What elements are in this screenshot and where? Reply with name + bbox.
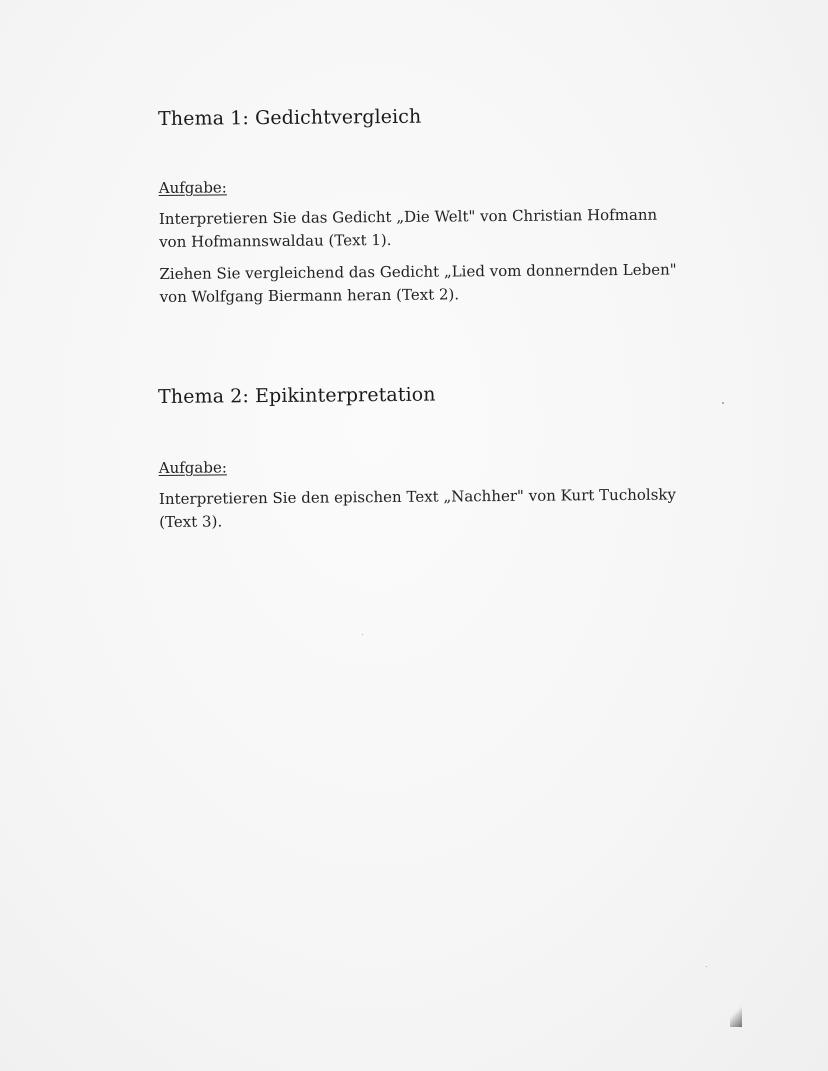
thema-2-task-label: Aufgabe: bbox=[158, 458, 227, 477]
thema-1-heading: Thema 1: Gedichtvergleich bbox=[158, 105, 422, 130]
thema-1-paragraph-2-line-2: von Wolfgang Biermann heran (Text 2). bbox=[159, 285, 460, 306]
thema-1-paragraph-1-line-2: von Hofmannswaldau (Text 1). bbox=[159, 230, 392, 251]
thema-2-section bbox=[158, 381, 679, 534]
scan-speck bbox=[706, 966, 707, 967]
page-corner-shadow bbox=[730, 999, 742, 1027]
thema-2-heading: Thema 2: Epikinterpretation bbox=[158, 383, 436, 408]
thema-1-task-label: Aufgabe: bbox=[158, 178, 227, 197]
thema-1-paragraph-1-line-1: Interpretieren Sie das Gedicht „Die Welt" von Christian Hofmann bbox=[158, 205, 658, 228]
thema-1-paragraph-1 bbox=[159, 203, 679, 254]
thema-2-paragraph-1-line-2: (Text 3). bbox=[159, 512, 223, 531]
scan-speck bbox=[362, 634, 363, 635]
thema-1-section bbox=[158, 103, 680, 309]
thema-1-paragraph-2-line-1: Ziehen Sie vergleichend das Gedicht „Lied vom donnernden Leben" bbox=[159, 260, 677, 283]
thema-2-paragraph-1 bbox=[159, 483, 679, 534]
thema-1-paragraph-2 bbox=[159, 258, 679, 309]
scan-speck bbox=[722, 402, 724, 404]
thema-2-paragraph-1-line-1: Interpretieren Sie den epischen Text „Nachher" von Kurt Tucholsky bbox=[158, 485, 677, 508]
